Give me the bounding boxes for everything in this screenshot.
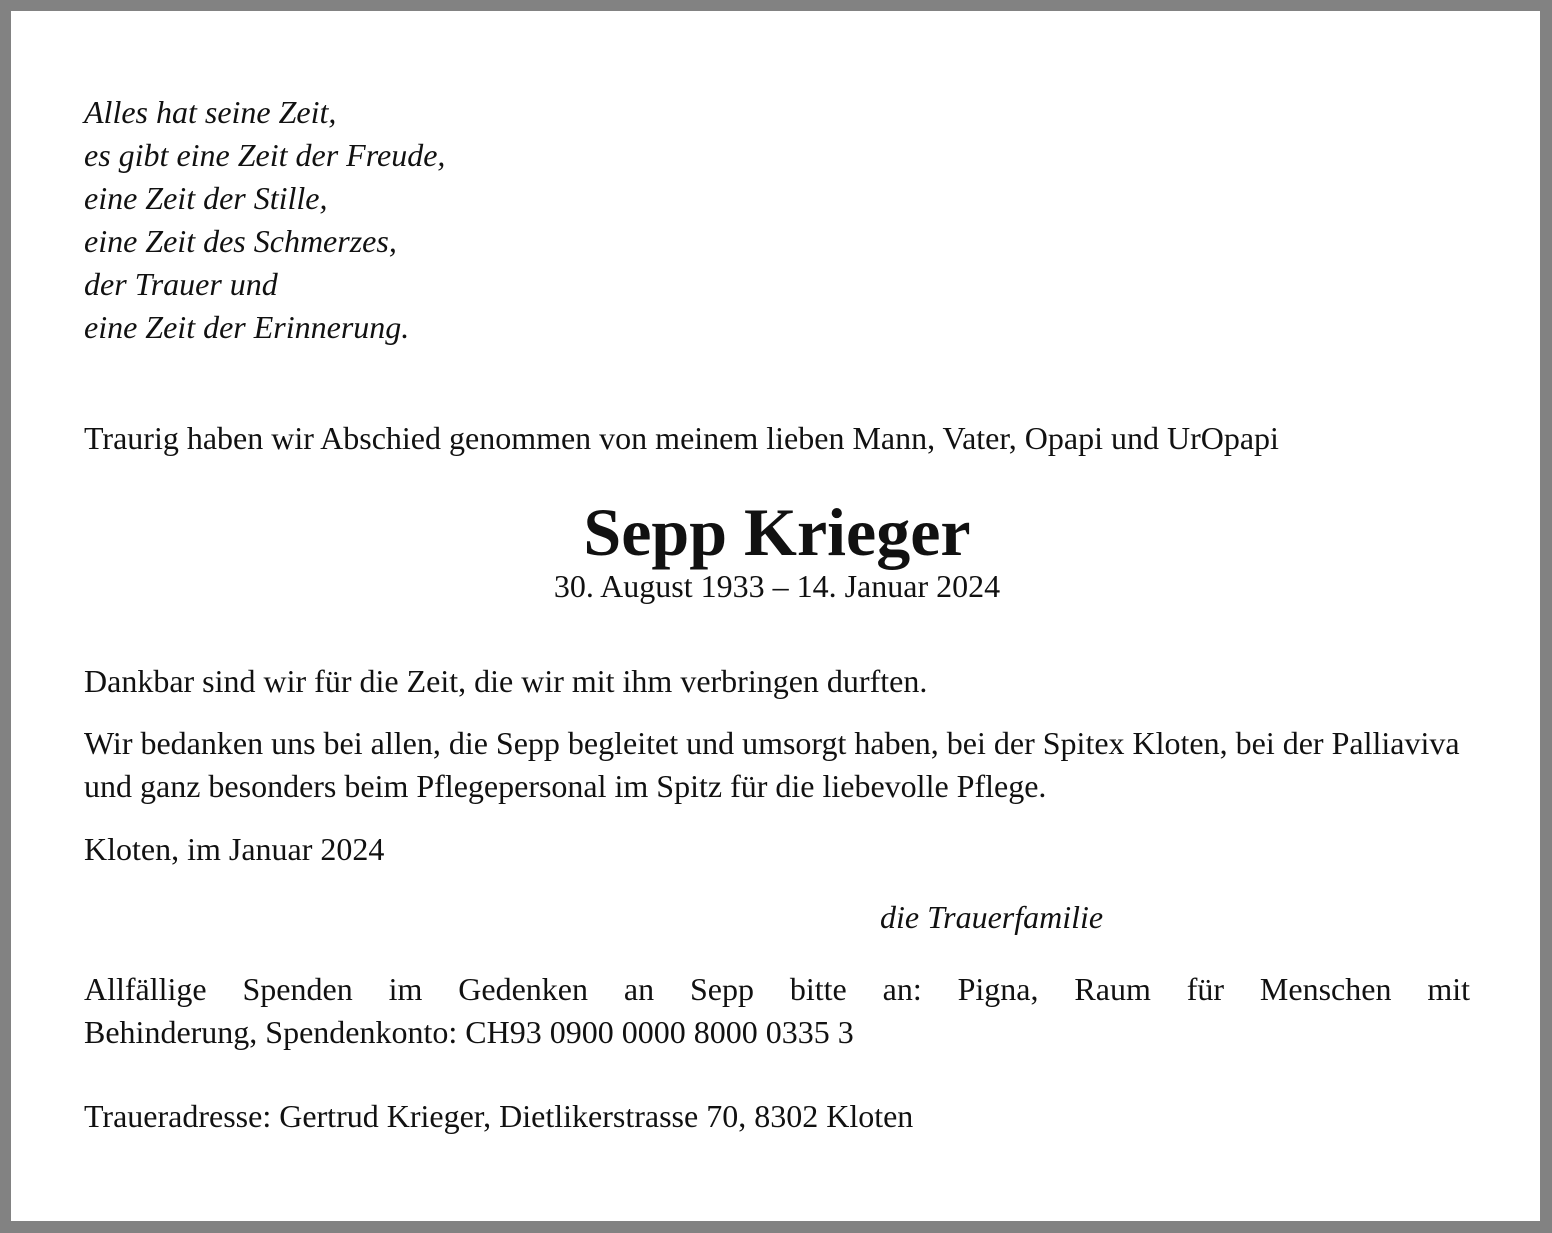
life-dates: 30. August 1933 – 14. Januar 2024 xyxy=(553,568,1001,604)
poem xyxy=(84,91,1470,349)
poem-line: es gibt eine Zeit der Freude, xyxy=(84,137,446,173)
obituary-content xyxy=(84,91,1470,1136)
poem-line: eine Zeit der Stille, xyxy=(84,180,328,216)
thanks-paragraph: Wir bedanken uns bei allen, die Sepp begleitet und umsorgt haben, bei der Spitex Kloten, bei der Palliaviva und ganz besonders beim Pflegepersonal im Spitz für die liebevolle Pflege. xyxy=(84,725,1460,804)
place-and-date: Kloten, im Januar 2024 xyxy=(84,831,385,867)
poem-line: Alles hat seine Zeit, xyxy=(84,94,337,130)
gratitude-line: Dankbar sind wir für die Zeit, die wir mit ihm verbringen durften. xyxy=(84,663,928,699)
donation-line-2: Behinderung, Spendenkonto: CH93 0900 0000 8000 0335 3 xyxy=(84,1014,854,1050)
mourning-address: Traueradresse: Gertrud Krieger, Dietlikerstrasse 70, 8302 Kloten xyxy=(84,1098,914,1134)
deceased-name: Sepp Krieger xyxy=(583,494,971,570)
signature: die Trauerfamilie xyxy=(880,899,1104,935)
donation-notice xyxy=(84,968,1470,1054)
poem-line: der Trauer und xyxy=(84,266,278,302)
poem-line: eine Zeit der Erinnerung. xyxy=(84,309,410,345)
obituary-sheet xyxy=(11,11,1540,1221)
donation-line-1: Allfällige Spenden im Gedenken an Sepp bitte an: Pigna, Raum für Menschen mit xyxy=(84,971,1470,1007)
poem-line: eine Zeit des Schmerzes, xyxy=(84,223,397,259)
intro-text: Traurig haben wir Abschied genommen von meinem lieben Mann, Vater, Opapi und UrOpapi xyxy=(84,420,1279,456)
